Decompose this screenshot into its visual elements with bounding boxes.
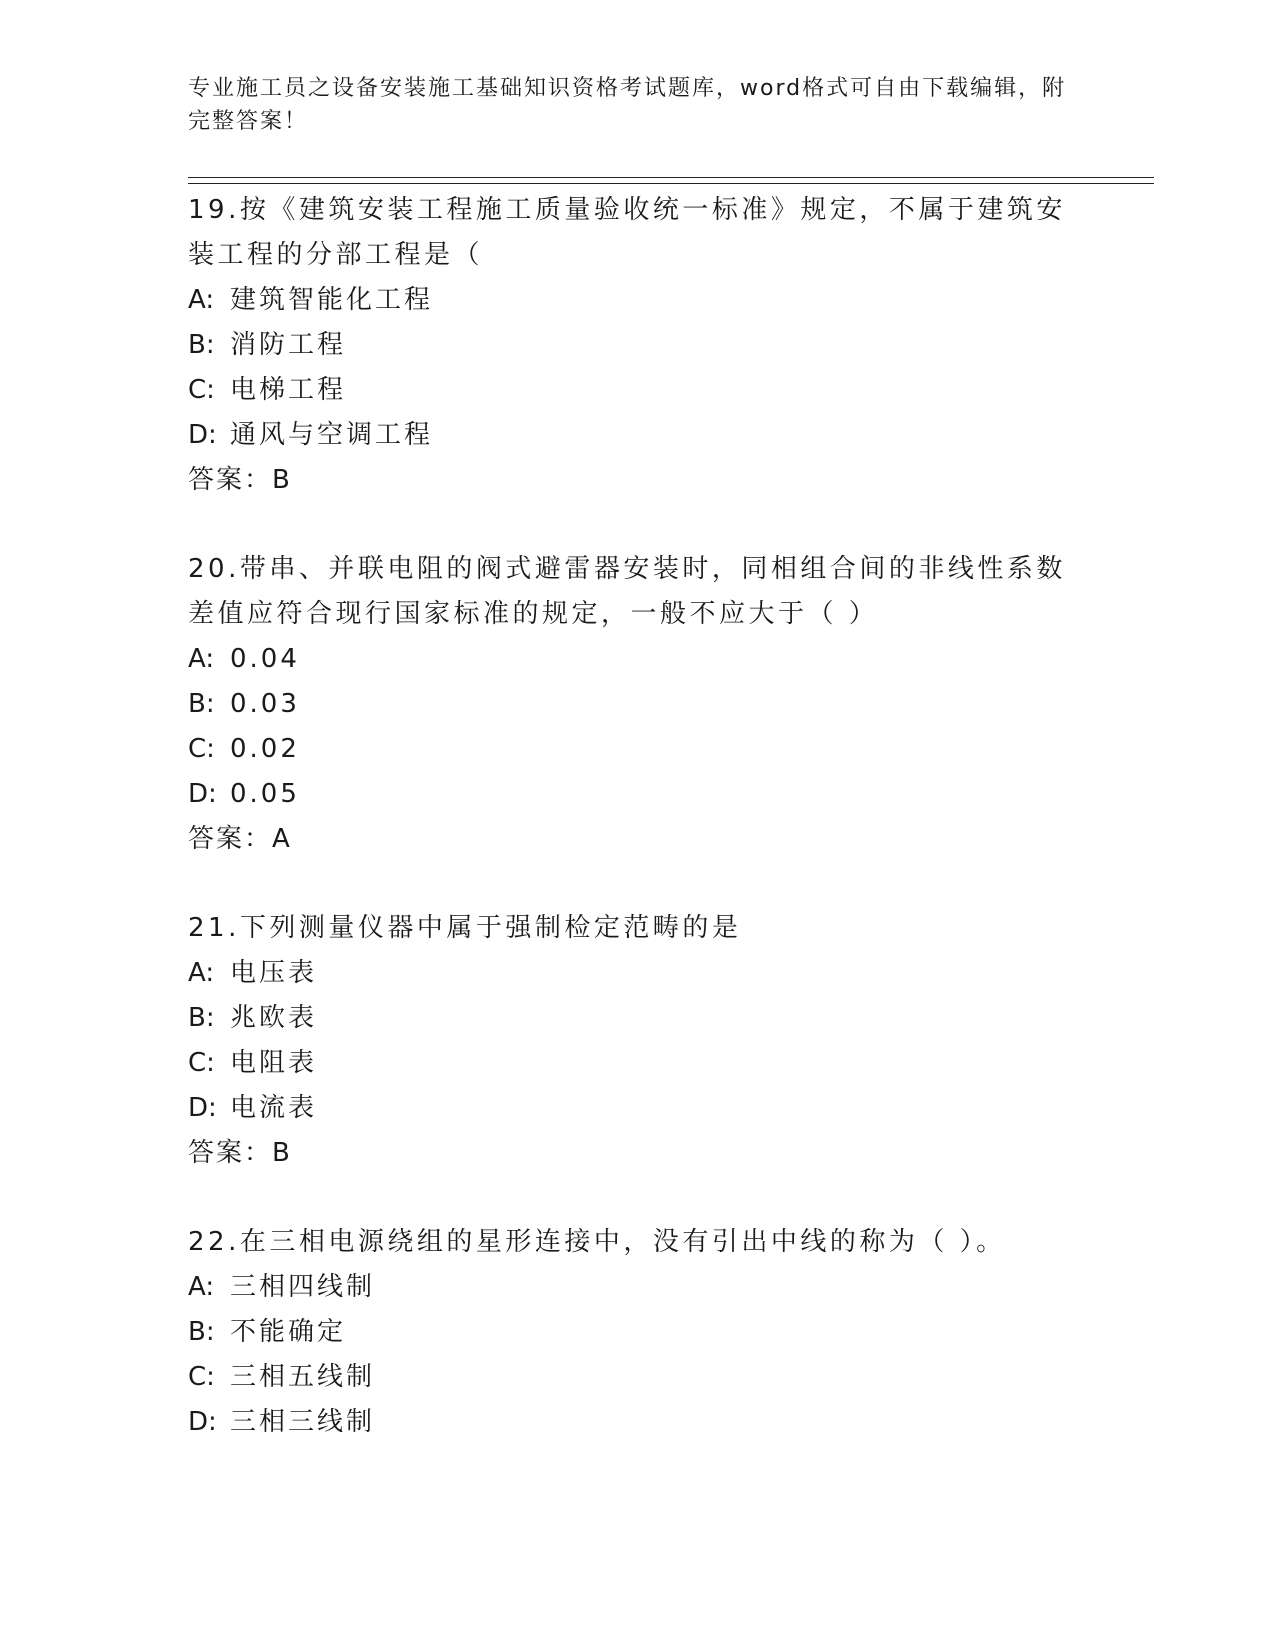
option-text: 0.02 <box>230 734 300 764</box>
option-a <box>188 951 1088 996</box>
option-key: C: <box>188 734 215 764</box>
option-a <box>188 1265 1088 1310</box>
option-c <box>188 727 1088 772</box>
question-text: 21.下列测量仪器中属于强制检定范畴的是 <box>188 913 742 943</box>
option-d <box>188 772 1088 817</box>
answer: 答案：B <box>188 1138 292 1168</box>
option-key: B: <box>188 1317 215 1347</box>
option-key: D: <box>188 1407 217 1437</box>
option-text: 电压表 <box>230 958 318 988</box>
option-key: C: <box>188 1362 215 1392</box>
question-list <box>188 188 1088 1489</box>
option-a <box>188 278 1088 323</box>
option-key: A: <box>188 1272 215 1302</box>
option-key: C: <box>188 375 215 405</box>
option-text: 0.04 <box>230 644 300 674</box>
option-text: 三相三线制 <box>230 1407 376 1437</box>
option-key: D: <box>188 1093 217 1123</box>
option-d <box>188 1400 1088 1445</box>
option-b <box>188 996 1088 1041</box>
option-key: C: <box>188 1048 215 1078</box>
option-key: B: <box>188 689 215 719</box>
option-d <box>188 413 1088 458</box>
option-text: 0.05 <box>230 779 300 809</box>
option-b <box>188 1310 1088 1355</box>
option-text: 电流表 <box>230 1093 318 1123</box>
option-text: 三相五线制 <box>230 1362 376 1392</box>
option-b <box>188 682 1088 727</box>
option-c <box>188 368 1088 413</box>
option-text: 三相四线制 <box>230 1272 376 1302</box>
option-text: 消防工程 <box>230 330 347 360</box>
option-key: A: <box>188 285 215 315</box>
option-text: 不能确定 <box>230 1317 347 1347</box>
option-d <box>188 1086 1088 1131</box>
option-key: A: <box>188 958 215 988</box>
question-20 <box>188 547 1088 862</box>
option-a <box>188 637 1088 682</box>
option-text: 电阻表 <box>230 1048 318 1078</box>
question-22 <box>188 1220 1088 1445</box>
option-key: D: <box>188 779 217 809</box>
option-key: B: <box>188 1003 215 1033</box>
question-text: 22.在三相电源绕组的星形连接中，没有引出中线的称为（ ）。 <box>188 1227 1006 1257</box>
header-rule-top <box>188 177 1154 178</box>
answer: 答案：B <box>188 465 292 495</box>
option-key: B: <box>188 330 215 360</box>
question-text: 20.带串、并联电阻的阀式避雷器安装时，同相组合间的非线性系数差值应符合现行国家标准的规定，一般不应大于（ ） <box>188 554 1066 629</box>
option-c <box>188 1355 1088 1400</box>
option-key: D: <box>188 420 217 450</box>
option-text: 通风与空调工程 <box>230 420 434 450</box>
answer: 答案：A <box>188 824 292 854</box>
option-c <box>188 1041 1088 1086</box>
question-text: 19.按《建筑安装工程施工质量验收统一标准》规定，不属于建筑安装工程的分部工程是（ <box>188 195 1066 270</box>
option-text: 0.03 <box>230 689 300 719</box>
option-b <box>188 323 1088 368</box>
header-rule-bottom <box>188 183 1154 184</box>
page-header: 专业施工员之设备安装施工基础知识资格考试题库，word格式可自由下载编辑，附完整答案！ <box>188 76 1067 134</box>
option-key: A: <box>188 644 215 674</box>
option-text: 建筑智能化工程 <box>230 285 434 315</box>
option-text: 电梯工程 <box>230 375 347 405</box>
question-21 <box>188 906 1088 1176</box>
question-19 <box>188 188 1088 503</box>
option-text: 兆欧表 <box>230 1003 318 1033</box>
